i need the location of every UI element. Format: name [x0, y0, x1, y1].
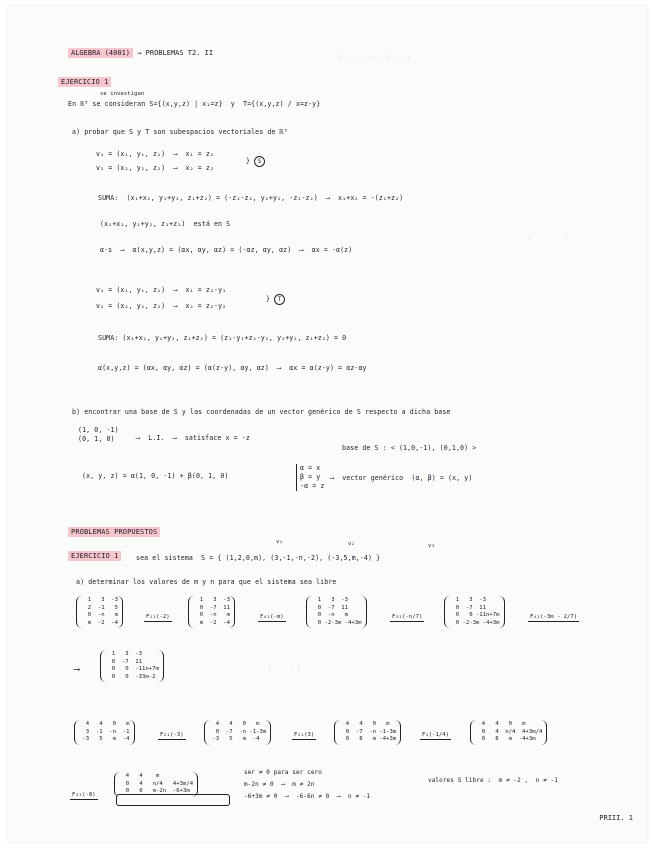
- base-note: ⟶ L.I. ⟶ satisface x = -z: [136, 434, 250, 442]
- part-a-statement: a) probar que S y T son subespacios vectoriales de ℝ³: [72, 128, 288, 136]
- highlight-box: [116, 794, 230, 806]
- condition-1: m-2n ≠ 0 ⟶ m ≠ 2n: [244, 781, 315, 788]
- s-sum-conclusion: (x₁+x₂, y₁+y₂, z₁+z₂) está en S: [100, 220, 231, 228]
- s-circle-label: } S: [246, 156, 265, 167]
- s-vector-1: v₁ = (x₁, y₁, z₁) ⟶ x₁ = z₁: [96, 150, 215, 158]
- row-operation: F₃₁(3): [294, 732, 315, 738]
- row-operation: F₂(-1/4): [422, 732, 449, 738]
- t-vector-1: v₁ = (x₁, y₁, z₁) ⟶ x₁ = z₁-y₁: [96, 286, 227, 294]
- matrix-alt-4: 4 4 0 m 0 4 n/4 4+3m/4 0 8 m -4+3m: [470, 720, 547, 745]
- exercise-statement: En ℝ³ se consideran S={(x,y,z) | x₁=z} y T={(x,y,z) / x=z-y}: [68, 100, 321, 108]
- row-operation: F₃₂(-n/7): [392, 614, 423, 620]
- header-title: → PROBLEMAS T2. II: [137, 49, 214, 57]
- t-vector-2: v₂ = (x₂, y₂, z₂) ⟶ x₂ = z₂-y₂: [96, 302, 227, 310]
- matrix-step-3: 1 3 -3 0 -7 11 0 -n m 0 -2-3m -4+3m: [306, 596, 367, 628]
- row-operation: F₂₁(-3): [160, 732, 184, 738]
- matrix-step-1: 1 3 -3 2 -1 5 0 -n m m -2 -4: [76, 596, 123, 628]
- base-result: base de S : < (1,0,-1), (0,1,0) >: [342, 444, 477, 452]
- condition-title: ser ≠ 0 para ser cero: [244, 769, 322, 776]
- base-vectors: (1, 0, -1) (0, 1, 0): [78, 426, 119, 443]
- row-operation: F₄₂(-3m - 2/7): [530, 614, 578, 620]
- vector-label: v₁: [276, 539, 283, 545]
- matrix-step-4: 1 3 -3 0 -7 11 0 0 -11n+7m 0 -2-3m -4+3m: [444, 596, 505, 628]
- part-b-statement: b) encontrar una base de S y las coordenadas de un vector genérico de S respecto a dicha base: [72, 408, 451, 416]
- course-tag: ALGEBRA (4001): [68, 48, 133, 58]
- matrix-step-2: 1 3 -3 0 -7 11 0 -n m m -2 -4: [188, 596, 235, 628]
- condition-2: -6+3m ≠ 0 ⟶ -6-6n ≠ 0 ⟶ n ≠ -1: [244, 793, 371, 800]
- matrix-final: 4 4 m 0 4 n/4 4+3m/4 0 0 m-2n -6+3m: [114, 772, 198, 797]
- bleed-through-text: ( ' ' ): [268, 666, 301, 673]
- linear-combination: (x, y, z) = α(1, 0, -1) + β(0, 1, 0): [82, 472, 229, 480]
- page-number: PRIII. 1: [599, 814, 633, 822]
- t-scalar-line: α(x,y,z) = (αx, αy, αz) = (α(z-y), αy, αz) ⟶ αx = α(z-y) = αz-αy: [98, 364, 367, 372]
- bleed-through-text: ( . . . ): [528, 236, 568, 243]
- exercise-heading: EJERCICIO 1: [58, 78, 111, 87]
- page-header: [68, 49, 213, 57]
- vector-label: v₂: [348, 541, 355, 547]
- s-sum-line: SUMA: (x₁+x₂, y₁+y₂, z₁+z₂) = (-z₁-z₂, y₁+y₂, -z₁-z₂) ⟶ x₁+x₂ = -(z₁+z₂): [98, 194, 404, 202]
- generic-vector: ⟶ vector genérico (α, β) = (x, y): [330, 474, 473, 482]
- coordinate-system: α = x β = y -α = z: [296, 464, 324, 491]
- proposed-heading: PROBLEMAS PROPUESTOS: [68, 528, 160, 537]
- t-sum-line: SUMA: (x₁+x₂, y₁+y₂, z₁+z₂) = (z₁-y₁+z₂-y₂, y₁+y₂, z₁+z₂) = 0: [98, 334, 347, 342]
- vector-label: v₃: [428, 543, 435, 549]
- row-operation: F₃₂(-8): [72, 792, 96, 798]
- matrix-step-5: 1 3 -3 0 -7 11 0 0 -11n+7m 0 0 -33m-2: [100, 650, 164, 682]
- proposed-exercise-tag: EJERCICIO 1: [68, 552, 121, 561]
- intro-note: se investigan: [100, 91, 145, 97]
- scanned-page: [8, 6, 647, 842]
- s-scalar-line: α·s ⟶ α(x,y,z) = (αx, αy, αz) = (-αz, αy, αz) ⟶ αx = -α(z): [100, 246, 353, 254]
- matrix-alt-3: 4 4 0 m 0 -7 -n -1-3m 0 8 m -4+3m: [334, 720, 401, 745]
- t-circle-label: } T: [266, 294, 285, 305]
- s-vector-2: v₂ = (x₂, y₂, z₂) ⟶ x₂ = z₂: [96, 164, 215, 172]
- matrix-alt-2: 4 4 0 m 0 -7 -n -1-3m -3 5 m -4: [204, 720, 271, 745]
- continuation-arrow: ⟶: [74, 665, 80, 675]
- final-result: valores S libre : m ≠ -2 , n ≠ -1: [428, 777, 558, 784]
- row-operation: F₂₁(-2): [146, 614, 170, 620]
- row-operation: F₄₁(-m): [260, 614, 284, 620]
- bleed-through-text: (- — — — —) (— — —): [338, 54, 411, 61]
- proposed-part-a: a) determinar los valores de m y n para que el sistema sea libre: [76, 578, 337, 586]
- system-statement: sea el sistema S = { (1,2,0,m), (3,-1,-n,-2), (-3,5,m,-4) }: [136, 554, 381, 562]
- matrix-alt-1: 4 4 0 m 3 -1 -n -1 -3 5 m -4: [74, 720, 135, 745]
